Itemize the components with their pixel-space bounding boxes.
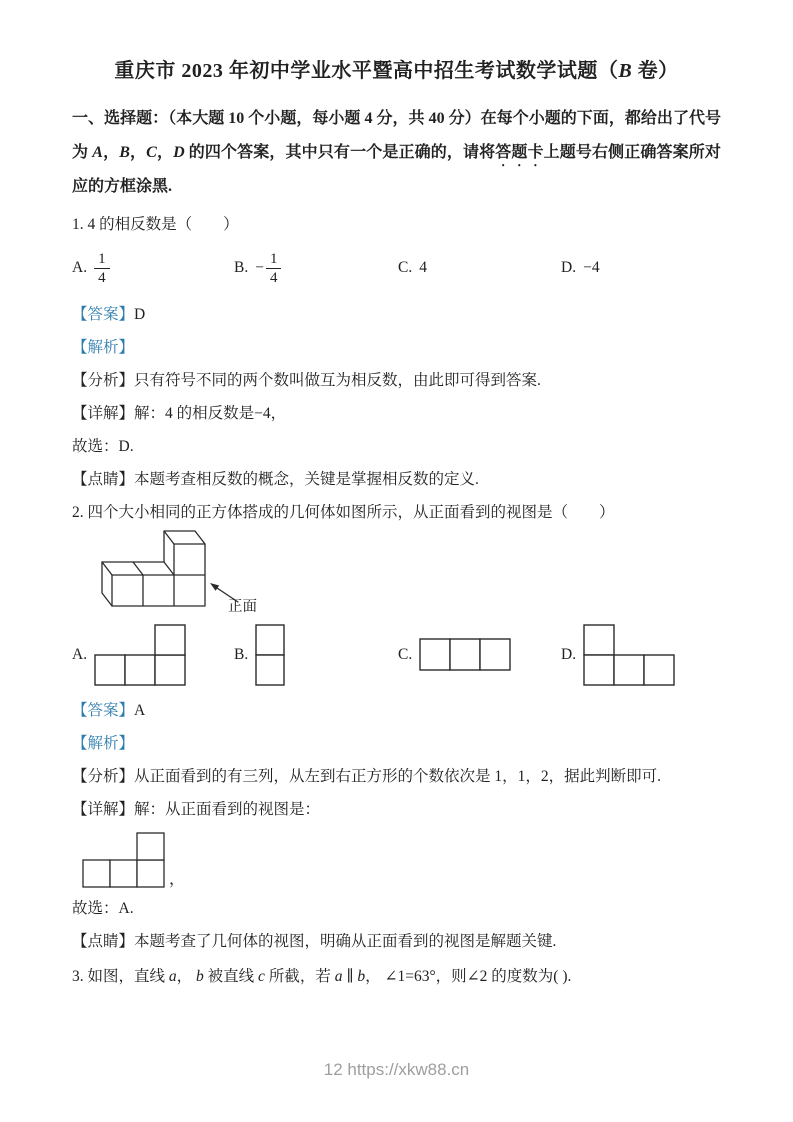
option-value: −4 (583, 259, 600, 276)
q1-option-c (398, 242, 427, 294)
option-label: B. (234, 646, 249, 663)
answer-value: D (134, 306, 146, 323)
q1-analysis: 【分析】只有符号不同的两个数叫做互为相反数，由此即可得到答案. (72, 372, 541, 389)
q2-analysis: 【分析】从正面看到的有三列，从左到右正方形的个数依次是 1，1，2，据此判断即可. (72, 768, 662, 785)
option-b-figure (255, 624, 287, 687)
question-2-stem: 2. 四个大小相同的正方体搭成的几何体如图所示，从正面看到的视图是（ ） (72, 504, 615, 521)
front-view-drawing (82, 832, 166, 888)
q1-option-d (561, 242, 600, 294)
option-label: D. (561, 646, 577, 663)
minus-sign: − (255, 259, 264, 276)
answer-tag: 【答案】 (72, 306, 135, 323)
cube-stack-drawing (80, 530, 295, 614)
option-d-figure (583, 624, 677, 687)
option-label: A. (72, 259, 88, 276)
question-2-options (72, 622, 721, 688)
q2-option-c (398, 622, 511, 688)
answer-value: A (134, 702, 146, 719)
q2-option-a (72, 622, 188, 688)
q2-option-d (561, 622, 677, 688)
q2-answer-line (72, 700, 721, 721)
question-1-options (72, 242, 721, 294)
option-value: 4 (419, 259, 427, 276)
option-label: B. (234, 259, 249, 276)
question-1-stem: 1. 4 的相反数是（ ） (72, 216, 239, 233)
question-3-stem: 3. 如图，直线 a， b 被直线 c 所截，若 a ∥ b， ∠1=63°，则∠2 的度数为( ). (72, 968, 572, 985)
q1-analysis-tag: 【解析】 (72, 339, 135, 356)
fraction: $\frac{1}{4}$ (266, 250, 282, 287)
option-label: C. (398, 259, 413, 276)
page-footer: 12 https://xkw88.cn (323, 1060, 470, 1079)
option-a-figure (94, 624, 188, 687)
q1-choose: 故选：D. (72, 438, 134, 455)
option-c-figure (419, 638, 511, 672)
arrow-head (210, 583, 219, 591)
option-label: D. (561, 259, 577, 276)
option-label: A. (72, 646, 88, 663)
intro-paragraph: 一、选择题：（本大题 10 个小题，每小题 4 分，共 40 分）在每个小题的下面，都给出了代号为 A，B，C，D 的四个答案，其中只有一个是正确的，请将答题卡上题号右侧正确答案所对应的方框涂黑. (72, 110, 721, 195)
fraction: $\frac{1}{4}$ (94, 250, 110, 287)
q1-option-a (72, 242, 110, 294)
option-label: C. (398, 646, 413, 663)
figure-comma: ， (169, 871, 186, 888)
q2-front-view-figure (82, 832, 721, 888)
q1-detail: 【详解】解：4 的相反数是−4， (72, 405, 287, 422)
q2-option-b (234, 622, 287, 688)
q2-note: 【点睛】本题考查了几何体的视图，明确从正面看到的视图是解题关键. (72, 933, 557, 950)
q2-detail: 【详解】解：从正面看到的视图是： (72, 801, 321, 818)
answer-tag: 【答案】 (72, 702, 135, 719)
front-face-label: 正面 (228, 599, 257, 614)
q1-note: 【点睛】本题考查相反数的概念，关键是掌握相反数的定义. (72, 471, 479, 488)
q2-cube-figure (80, 530, 721, 614)
q1-option-b (234, 242, 281, 294)
q2-analysis-tag: 【解析】 (72, 735, 135, 752)
q1-answer-line (72, 304, 721, 325)
page-title: 重庆市 2023 年初中学业水平暨高中招生考试数学试题（B 卷） (114, 60, 679, 82)
q2-choose: 故选：A. (72, 900, 134, 917)
